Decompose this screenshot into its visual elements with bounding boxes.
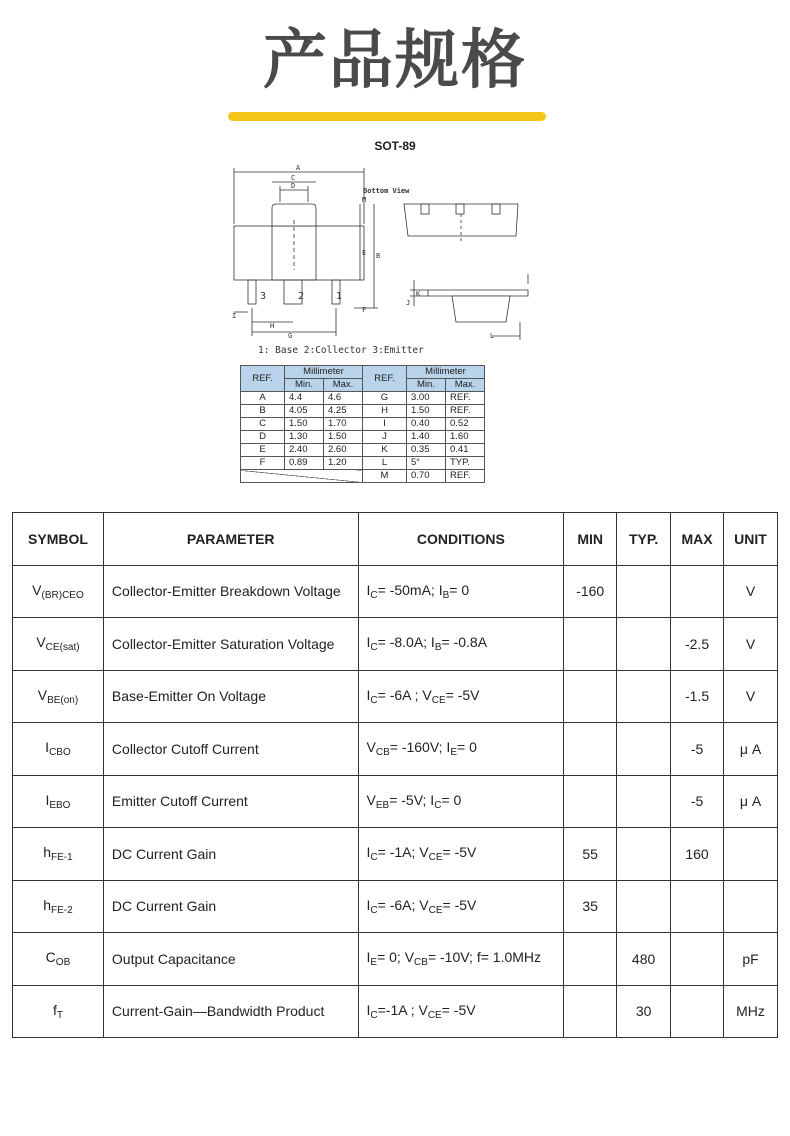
dimension-empty-cell (241, 470, 363, 483)
symbol-cell (13, 670, 104, 723)
pin-legend: 1: Base 2:Collector 3:Emitter (258, 345, 424, 356)
dim-letter-l: L (490, 332, 495, 340)
dim-letter-i: I (232, 312, 237, 320)
dimension-cell-ref2: L (363, 457, 407, 470)
typ-cell (617, 880, 671, 933)
parameter-cell: Collector-Emitter Breakdown Voltage (103, 565, 358, 618)
dimension-cell-min1: 2.40 (285, 444, 324, 457)
condition-subscript: E (370, 957, 378, 969)
condition-subscript: CE (428, 904, 443, 916)
header-min-1: Min. (285, 379, 324, 392)
max-cell: -5 (671, 775, 724, 828)
condition-text: I (366, 1001, 371, 1018)
typ-cell (617, 618, 671, 671)
min-cell (564, 723, 617, 776)
min-cell (564, 985, 617, 1038)
condition-subscript: CB (375, 747, 390, 759)
condition-subscript: B (442, 589, 450, 601)
spec-row (13, 670, 778, 723)
condition-text: = -6A; V (377, 896, 429, 913)
dimension-cell-min1: 4.4 (285, 392, 324, 405)
conditions-cell (358, 618, 564, 671)
condition-text: I (366, 634, 371, 651)
parameter-cell: Collector-Emitter Saturation Voltage (103, 618, 358, 671)
bottom-view-label: Bottom View (363, 187, 410, 195)
min-cell (564, 670, 617, 723)
condition-subscript: CB (414, 957, 428, 969)
header-min: MIN (564, 513, 617, 566)
condition-subscript: CE (431, 694, 446, 706)
spec-row (13, 828, 778, 881)
symbol-cell (13, 880, 104, 933)
unit-cell (724, 828, 778, 881)
parameter-cell: DC Current Gain (103, 880, 358, 933)
unit-cell (724, 880, 778, 933)
condition-subscript: E (450, 747, 457, 759)
parameter-cell: DC Current Gain (103, 828, 358, 881)
dimension-cell-max2: 0.41 (446, 444, 485, 457)
dimension-cell-max1: 1.50 (324, 431, 363, 444)
dim-letter-e: E (362, 249, 367, 257)
header-max-1: Max. (324, 379, 363, 392)
spec-row (13, 565, 778, 618)
dim-letter-b: B (376, 252, 381, 260)
condition-subscript: EB (375, 799, 390, 811)
symbol-subscript: OB (55, 957, 71, 969)
package-outline-drawing (228, 160, 558, 360)
conditions-cell (358, 933, 564, 986)
typ-cell: 480 (617, 933, 671, 986)
dimension-cell-ref1: A (241, 392, 285, 405)
max-cell (671, 933, 724, 986)
dim-letter-c: C (291, 174, 296, 182)
dimension-row (241, 457, 485, 470)
header-max-2: Max. (446, 379, 485, 392)
dimension-cell-min1: 4.05 (285, 405, 324, 418)
condition-subscript: C (370, 852, 378, 864)
dimension-cell-min2: 1.50 (407, 405, 446, 418)
dimension-cell-min2: 3.00 (407, 392, 446, 405)
spec-row (13, 723, 778, 776)
dimension-cell-ref2: G (363, 392, 407, 405)
condition-text: = -160V; I (389, 739, 451, 756)
dimension-cell-ref2: J (363, 431, 407, 444)
symbol-main: V (36, 634, 46, 651)
dimension-cell-max2: REF. (446, 405, 485, 418)
symbol-subscript: BE(on) (47, 694, 79, 706)
parameter-cell: Emitter Cutoff Current (103, 775, 358, 828)
symbol-main: I (45, 791, 50, 808)
dimension-table-header (241, 366, 485, 379)
unit-cell: μ A (724, 775, 778, 828)
unit-cell: V (724, 670, 778, 723)
unit-cell: μ A (724, 723, 778, 776)
condition-text: I (366, 896, 371, 913)
spec-row (13, 880, 778, 933)
symbol-cell (13, 723, 104, 776)
parameter-cell: Collector Cutoff Current (103, 723, 358, 776)
parameter-cell: Current-Gain—Bandwidth Product (103, 985, 358, 1038)
condition-text: I (366, 686, 371, 703)
spec-row (13, 775, 778, 828)
symbol-main: C (45, 949, 56, 966)
symbol-subscript: FE-1 (51, 852, 73, 864)
dimension-cell-max1: 1.20 (324, 457, 363, 470)
symbol-cell (13, 828, 104, 881)
condition-text: = -0.8A (441, 634, 488, 651)
spec-row (13, 933, 778, 986)
condition-text: = -10V; f= 1.0MHz (427, 949, 542, 966)
dimension-cell-min2: 0.70 (407, 470, 446, 483)
dimension-row (241, 470, 485, 483)
dimension-cell-ref2: H (363, 405, 407, 418)
symbol-cell (13, 618, 104, 671)
header-millimeter-1: Millimeter (285, 366, 363, 379)
symbol-cell (13, 933, 104, 986)
dimension-cell-max1: 4.25 (324, 405, 363, 418)
dimension-cell-max2: 0.52 (446, 418, 485, 431)
min-cell (564, 933, 617, 986)
min-cell (564, 618, 617, 671)
symbol-subscript: T (56, 1009, 63, 1021)
dimension-row (241, 444, 485, 457)
spec-table-body (13, 565, 778, 1038)
condition-subscript: C (370, 904, 378, 916)
symbol-cell (13, 565, 104, 618)
dim-letter-k: K (416, 290, 421, 298)
header-conditions: CONDITIONS (358, 513, 564, 566)
dim-letter-g: G (288, 332, 293, 340)
dimension-cell-ref2: I (363, 418, 407, 431)
unit-cell: MHz (724, 985, 778, 1038)
dimension-cell-min2: 5° (407, 457, 446, 470)
condition-text: I (366, 581, 371, 598)
dim-letter-a: A (296, 164, 301, 172)
unit-cell: V (724, 565, 778, 618)
dimension-cell-max2: TYP. (446, 457, 485, 470)
condition-subscript: CE (428, 852, 443, 864)
symbol-subscript: FE-2 (51, 904, 73, 916)
condition-subscript: C (370, 694, 378, 706)
title-underline (228, 112, 546, 121)
conditions-cell (358, 985, 564, 1038)
condition-text: = -6A ; V (377, 686, 432, 703)
pin-label-1: 1 (336, 291, 343, 302)
condition-subscript: C (370, 642, 378, 654)
condition-text: = -5V (442, 844, 477, 861)
condition-subscript: C (370, 1009, 378, 1021)
condition-text: V (366, 791, 376, 808)
condition-text: = 0 (449, 581, 470, 598)
dimension-cell-max1: 4.6 (324, 392, 363, 405)
package-name: SOT-89 (374, 139, 416, 153)
pin-label-3: 3 (260, 291, 267, 302)
typ-cell: 30 (617, 985, 671, 1038)
pin-label-2: 2 (298, 291, 305, 302)
condition-text: = 0 (441, 791, 462, 808)
dimension-cell-min2: 0.40 (407, 418, 446, 431)
condition-subscript: B (434, 642, 442, 654)
condition-text: = -1A; V (377, 844, 429, 861)
condition-text: I (366, 844, 371, 861)
parameter-cell: Output Capacitance (103, 933, 358, 986)
dimension-cell-max2: REF. (446, 392, 485, 405)
dimension-cell-min1: 1.30 (285, 431, 324, 444)
symbol-cell (13, 985, 104, 1038)
header-symbol: SYMBOL (13, 513, 104, 566)
typ-cell (617, 565, 671, 618)
dimension-cell-min1: 1.50 (285, 418, 324, 431)
condition-text: = 0; V (377, 949, 415, 966)
header-ref-1: REF. (241, 366, 285, 392)
condition-subscript: C (370, 589, 378, 601)
min-cell: 35 (564, 880, 617, 933)
dimension-cell-min1: 0.89 (285, 457, 324, 470)
dimension-row (241, 405, 485, 418)
header-typ: TYP. (617, 513, 671, 566)
symbol-subscript: EBO (49, 799, 71, 811)
dimension-cell-ref2: K (363, 444, 407, 457)
condition-text: = 0 (457, 739, 477, 756)
condition-text: = -8.0A; I (377, 634, 435, 651)
max-cell: 160 (671, 828, 724, 881)
conditions-cell (358, 880, 564, 933)
symbol-main: V (37, 686, 48, 703)
page-title: 产品规格 (263, 24, 527, 98)
symbol-main: V (32, 581, 42, 598)
dim-letter-h: H (270, 322, 275, 330)
dimension-cell-ref1: E (241, 444, 285, 457)
dimension-table (240, 365, 485, 483)
condition-text: = -50mA; I (377, 581, 443, 598)
max-cell: -1.5 (671, 670, 724, 723)
header-parameter: PARAMETER (103, 513, 358, 566)
spec-table (12, 512, 778, 1038)
dimension-cell-ref1: D (241, 431, 285, 444)
header-max: MAX (671, 513, 724, 566)
symbol-main: f (52, 1001, 57, 1018)
typ-cell (617, 723, 671, 776)
dim-letter-d: D (291, 182, 296, 190)
symbol-subscript: CE(sat) (45, 642, 80, 654)
dimension-cell-min2: 0.35 (407, 444, 446, 457)
spec-table-header (13, 513, 778, 566)
min-cell: -160 (564, 565, 617, 618)
conditions-cell (358, 775, 564, 828)
symbol-subscript: (BR)CEO (41, 589, 84, 601)
dim-letter-j: J (406, 299, 411, 307)
header-min-2: Min. (407, 379, 446, 392)
dimension-cell-min2: 1.40 (407, 431, 446, 444)
symbol-main: h (43, 844, 52, 861)
condition-subscript: CE (427, 1009, 442, 1021)
dimension-row (241, 431, 485, 444)
dimension-row (241, 418, 485, 431)
header-millimeter-2: Millimeter (407, 366, 485, 379)
spec-row (13, 985, 778, 1038)
unit-cell: V (724, 618, 778, 671)
unit-cell: pF (724, 933, 778, 986)
min-cell (564, 775, 617, 828)
dimension-cell-max1: 1.70 (324, 418, 363, 431)
condition-subscript: C (434, 799, 442, 811)
min-cell: 55 (564, 828, 617, 881)
conditions-cell (358, 723, 564, 776)
condition-text: = -5V (445, 686, 480, 703)
condition-text: I (366, 949, 371, 966)
condition-text: = -5V (441, 1001, 476, 1018)
header-ref-2: REF. (363, 366, 407, 392)
conditions-cell (358, 565, 564, 618)
symbol-main: I (45, 739, 50, 756)
typ-cell (617, 670, 671, 723)
typ-cell (617, 775, 671, 828)
max-cell (671, 985, 724, 1038)
max-cell (671, 880, 724, 933)
max-cell: -5 (671, 723, 724, 776)
dimension-cell-ref1: C (241, 418, 285, 431)
typ-cell (617, 828, 671, 881)
condition-text: V (366, 739, 376, 756)
conditions-cell (358, 670, 564, 723)
max-cell: -2.5 (671, 618, 724, 671)
header-unit: UNIT (724, 513, 778, 566)
max-cell (671, 565, 724, 618)
dimension-cell-max2: REF. (446, 470, 485, 483)
condition-text: =-1A ; V (377, 1001, 428, 1018)
dim-letter-f: F (362, 306, 367, 314)
symbol-cell (13, 775, 104, 828)
dimension-cell-ref2: M (363, 470, 407, 483)
condition-text: = -5V; I (389, 791, 435, 808)
dimension-row (241, 392, 485, 405)
parameter-cell: Base-Emitter On Voltage (103, 670, 358, 723)
spec-row (13, 618, 778, 671)
symbol-main: h (43, 896, 52, 913)
dimension-cell-ref1: B (241, 405, 285, 418)
symbol-subscript: CBO (49, 747, 71, 759)
dimension-cell-max1: 2.60 (324, 444, 363, 457)
dimension-table-body (241, 392, 485, 483)
condition-text: = -5V (442, 896, 477, 913)
conditions-cell (358, 828, 564, 881)
dim-letter-m: M (362, 196, 367, 204)
dimension-cell-ref1: F (241, 457, 285, 470)
dimension-cell-max2: 1.60 (446, 431, 485, 444)
